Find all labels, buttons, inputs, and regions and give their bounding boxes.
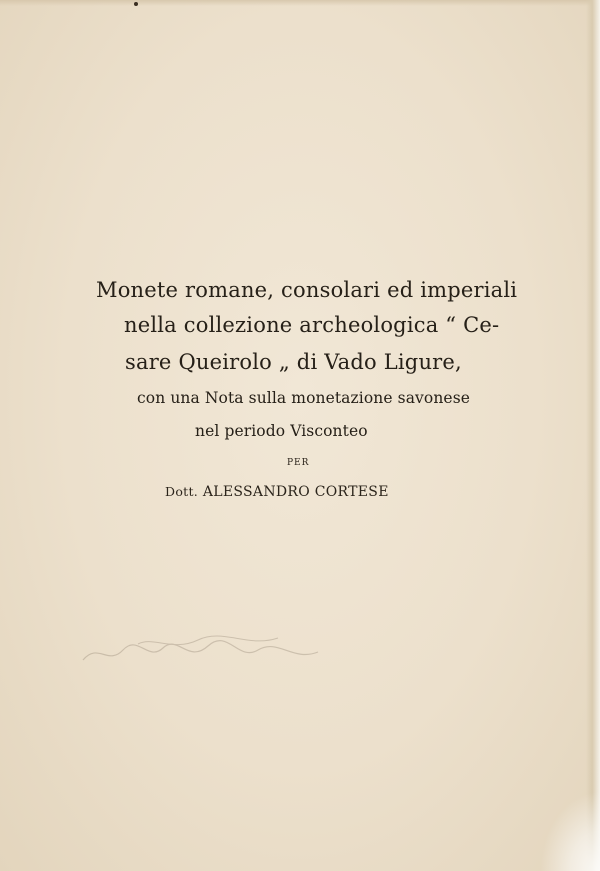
page-right-edge (586, 0, 600, 871)
by-label: PER (287, 458, 310, 468)
title-line-2: nella collezione archeologica “ Ce- (124, 313, 500, 337)
subtitle-line-1: con una Nota sulla monetazione savonese (137, 389, 471, 407)
author-line (165, 484, 389, 500)
title-line-3: sare Queirolo „ di Vado Ligure, (125, 350, 462, 374)
author-name: ALESSANDRO CORTESE (202, 484, 389, 500)
page-top-edge (0, 0, 600, 6)
faint-pencil-inscription (78, 632, 328, 672)
title-line-1: Monete romane, consolari ed imperiali (96, 278, 518, 302)
subtitle-line-2: nel periodo Visconteo (195, 422, 368, 440)
ink-speck (134, 2, 138, 6)
author-prefix: Dott. (165, 484, 199, 499)
page-corner-wear (540, 791, 600, 871)
